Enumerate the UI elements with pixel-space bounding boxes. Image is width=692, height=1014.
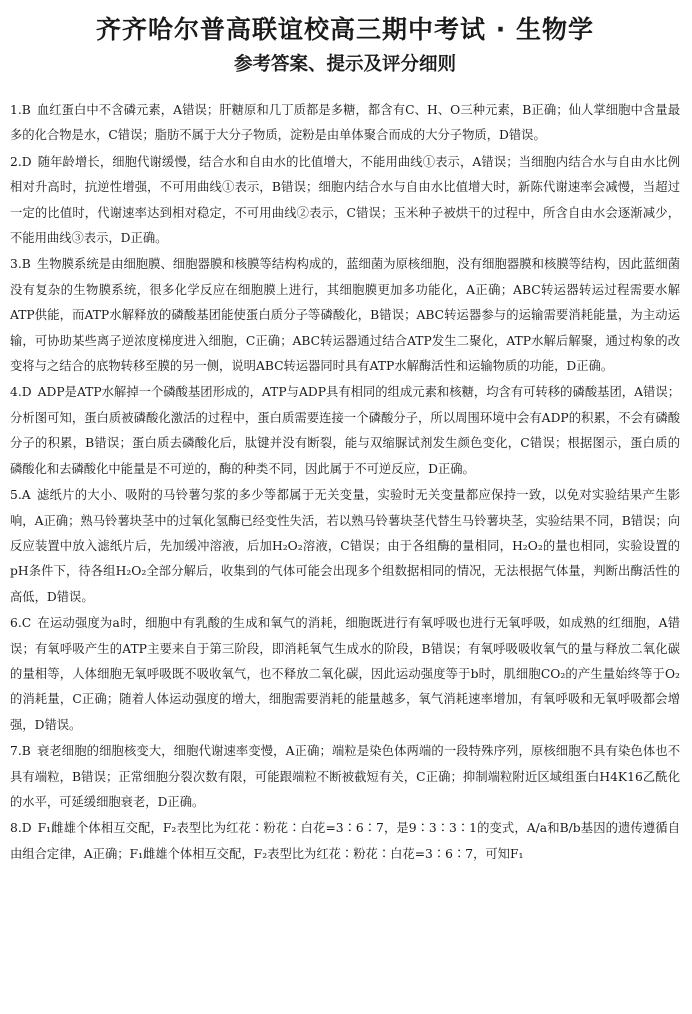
page-subtitle: 参考答案、提示及评分细则: [233, 54, 456, 75]
answer-item-1: [10, 98, 680, 149]
item-number: 2.: [10, 154, 22, 169]
answer-item-8: [10, 816, 680, 867]
item-number: 6.: [10, 616, 22, 631]
answer-item-7: [10, 739, 680, 815]
item-explanation: 生物膜系统是由细胞膜、细胞器膜和核膜等结构构成的，蓝细菌为原核细胞，没有细胞器膜和核膜等结构，因此蓝细菌没有复杂的生物膜系统，很多化学反应在细胞膜上进行，其细胞膜更加多功能化，A正确；ABC转运器转运过程需要水解ATP供能，而ATP水解释放的磷酸基团能使蛋白质分子等磷酸化，B错误；ABC转运器参与的运输需要消耗能量，为主动运输，可协助某些离子逆浓度梯度进入细胞，C正确；ABC转运器通过结合ATP发生二聚化，ATP水解后解聚，通过构象的改变将与之结合的底物转移至膜的另一侧，说明ABC转运器同时具有ATP水解酶活性和运输物质的功能，D正确。: [10, 257, 680, 374]
item-explanation: 衰老细胞的细胞核变大，细胞代谢速率变慢，A正确；端粒是染色体两端的一段特殊序列，原核细胞不具有染色体也不具有端粒，B错误；正常细胞分裂次数有限，可能跟端粒不断被截短有关，C正确；抑制端粒附近区域组蛋白H4K16乙酰化的水平，可延缓细胞衰老，D正确。: [10, 744, 680, 809]
item-explanation: 在运动强度为a时，细胞中有乳酸的生成和氧气的消耗，细胞既进行有氧呼吸也进行无氧呼吸，如成熟的红细胞，A错误；有氧呼吸产生的ATP主要来自于第三阶段，即消耗氧气生成水的阶段，B错误；有氧呼吸吸收氧气的量与释放二氧化碳的量相等，人体细胞无氧呼吸既不吸收氧气，也不释放二氧化碳，因此运动强度等于b时，肌细胞CO₂的产生量始终等于O₂的消耗量，C正确；随着人体运动强度的增大，细胞需要消耗的能量越多，氧气消耗速率增加，有氧呼吸和无氧呼吸都会增强，D错误。: [10, 616, 680, 732]
item-explanation: ADP是ATP水解掉一个磷酸基团形成的，ATP与ADP具有相同的组成元素和核糖，均含有可转移的磷酸基团，A错误；分析图可知，蛋白质被磷酸化激活的过程中，蛋白质需要连接一个磷酸分子，所以周围环境中会有ADP的积累，不会有磷酸分子的积累，B错误；蛋白质去磷酸化后，肽键并没有断裂，能与双缩脲试剂发生颜色变化，C错误；根据图示，蛋白质的磷酸化和去磷酸化中能量是不可逆的，酶的种类不同，因此属于不可逆反应，D正确。: [10, 385, 680, 476]
answer-item-4: [10, 380, 680, 482]
item-number: 5.: [10, 488, 22, 503]
item-answer: B: [21, 103, 31, 117]
item-answer: B: [21, 257, 31, 272]
item-explanation: F₁雌雄个体相互交配，F₂表型比为红花∶粉花∶白花=3∶6∶7，是9∶3∶3∶1的变式，A/a和B/b基因的遗传遵循自由组合定律，A正确；F₁雌雄个体相互交配，F₂表型比为红花∶粉花∶白花=3∶6∶7，可知F₁: [10, 821, 680, 861]
item-answer: B: [21, 744, 31, 759]
page-title: 齐齐哈尔普高联谊校高三期中考试 · 生物学: [96, 15, 594, 44]
item-explanation: 滤纸片的大小、吸附的马铃薯匀浆的多少等都属于无关变量，实验时无关变量都应保持一致，以免对实验结果产生影响，A正确；熟马铃薯块茎中的过氧化氢酶已经变性失活，若以熟马铃薯块茎代替生马铃薯块茎，实验结果不同，B错误；向反应装置中放入滤纸片后，先加缓冲溶液，后加H₂O₂溶液，C错误；由于各组酶的量相同，H₂O₂的量也相同，实验设置的pH条件下，待各组H₂O₂全部分解后，收集到的气体可能会出现多个组数据相同的情况，无法根据气体量，判断出酶活性的高低，D错误。: [10, 488, 680, 604]
item-explanation: 随年龄增长，细胞代谢缓慢，结合水和自由水的比值增大，不能用曲线①表示，A错误；当细胞内结合水与自由水比例相对升高时，抗逆性增强，不可用曲线①表示，B错误；细胞内结合水与自由水比值增大时，新陈代谢速率会减慢，当超过一定的比值时，代谢速率达到相对稳定，不可用曲线②表示，C错误；玉米种子被烘干的过程中，所含自由水会逐渐减少，不能用曲线③表示，D正确。: [10, 154, 680, 246]
answer-item-2: [10, 150, 680, 252]
page-bottom-edge: [0, 1004, 692, 1014]
item-number: 3.: [10, 257, 22, 272]
item-answer: D: [21, 821, 32, 836]
answer-item-5: [10, 483, 680, 610]
item-number: 8.: [10, 821, 22, 836]
item-answer: D: [21, 154, 32, 169]
item-number: 1.: [10, 103, 22, 117]
item-answer: C: [21, 616, 32, 631]
item-number: 7.: [10, 744, 22, 759]
item-number: 4.: [10, 385, 22, 400]
item-answer: A: [21, 488, 31, 503]
answer-item-6: [10, 611, 680, 738]
item-answer: D: [21, 385, 32, 400]
item-explanation: 血红蛋白中不含磷元素，A错误；肝糖原和几丁质都是多糖，都含有C、H、O三种元素，B正确；仙人掌细胞中含量最多的化合物是水，C错误；脂肪不属于大分子物质，淀粉是由单体聚合而成的大分子物质，D错误。: [10, 103, 680, 143]
answer-item-3: [10, 252, 680, 379]
answer-list: [10, 98, 680, 867]
